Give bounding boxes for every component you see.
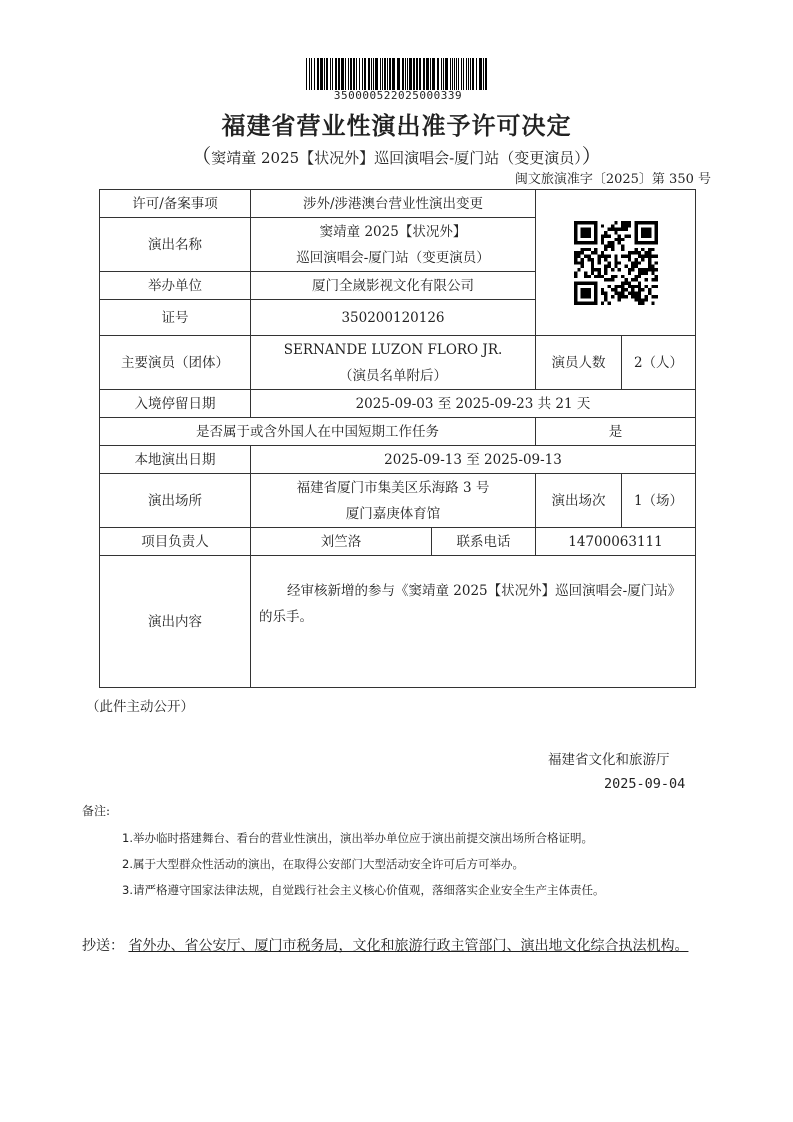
phone-label: 联系电话 [432,528,536,556]
manager-label: 项目负责人 [100,528,251,556]
qr-cell [536,190,696,336]
organizer-label: 举办单位 [100,272,251,300]
content-value: 经审核新增的参与《窦靖童 2025【状况外】巡回演唱会-厦门站》的乐手。 [251,556,696,688]
local-dates-value: 2025-09-13 至 2025-09-13 [251,446,696,474]
venue-value [251,474,536,528]
row-performers [100,336,696,390]
row-stay-dates [100,390,696,418]
license-item-value: 涉外/涉港澳台营业性演出变更 [251,190,536,218]
stay-dates-label: 入境停留日期 [100,390,251,418]
show-name-value [251,218,536,272]
public-disclosure-note: （此件主动公开） [86,699,194,715]
venue-line1: 福建省厦门市集美区乐海路 3 号 [296,479,490,496]
cc-label: 抄送： [82,938,124,954]
manager-value: 刘竺洛 [251,528,432,556]
show-name-line2: 巡回演唱会-厦门站（变更演员） [296,249,490,266]
performers-line1: SERNANDE LUZON FLORO JR. [283,341,503,358]
row-license-item [100,190,696,218]
cc-section [82,934,722,958]
subtitle-text: 窦靖童 2025【状况外】巡回演唱会-厦门站（变更演员） [211,149,582,167]
document-number: 闽文旅演准字〔2025〕第 350 号 [514,172,711,187]
row-local-dates [100,446,696,474]
phone-value: 14700063111 [536,528,696,556]
document-title: 福建省营业性演出准予许可决定 [221,111,572,140]
venue-label: 演出场所 [100,474,251,528]
row-content [100,556,696,688]
performer-count-value: 2（人） [622,336,696,390]
remark-item: 2.属于大型群众性活动的演出，在取得公安部门大型活动安全许可后方可举办。 [122,857,524,871]
show-name-line1: 窦靖童 2025【状况外】 [319,223,467,240]
remarks-label: 备注: [82,804,111,818]
remark-item: 1.举办临时搭建舞台、看台的营业性演出，演出举办单位应于演出前提交演出场所合格证明。 [122,831,593,845]
remark-item: 3.请严格遵守国家法律法规，自觉践行社会主义核心价值观，落细落实企业安全生产主体责任。 [122,883,605,897]
sessions-label: 演出场次 [536,474,622,528]
short-work-label: 是否属于或含外国人在中国短期工作任务 [100,418,536,446]
license-no-value: 350200120126 [251,300,536,336]
qr-code-icon [574,221,658,305]
content-label: 演出内容 [100,556,251,688]
stay-dates-value: 2025-09-03 至 2025-09-23 共 21 天 [251,390,696,418]
barcode [306,58,490,90]
performers-line2: （演员名单附后） [339,367,447,384]
performers-value [251,336,536,390]
issue-date: 2025-09-04 [604,776,686,792]
issuer-name: 福建省文化和旅游厅 [548,752,670,768]
document-subtitle: （窦靖童 2025【状况外】巡回演唱会-厦门站（变更演员）） [191,144,602,168]
row-short-work [100,418,696,446]
row-venue [100,474,696,528]
short-work-value: 是 [536,418,696,446]
license-no-label: 证号 [100,300,251,336]
performers-label: 主要演员（团体） [100,336,251,390]
venue-line2: 厦门嘉庚体育馆 [345,505,441,522]
organizer-value: 厦门全嵗影视文化有限公司 [251,272,536,300]
sessions-value: 1（场） [622,474,696,528]
performer-count-label: 演员人数 [536,336,622,390]
local-dates-label: 本地演出日期 [100,446,251,474]
cc-recipients: 省外办、省公安厅、厦门市税务局，文化和旅游行政主管部门、演出地文化综合执法机构。 [128,938,689,954]
license-item-label: 许可/备案事项 [100,190,251,218]
row-manager [100,528,696,556]
show-name-label: 演出名称 [100,218,251,272]
license-table [99,189,696,688]
barcode-number: 350000522025000339 [333,89,463,102]
